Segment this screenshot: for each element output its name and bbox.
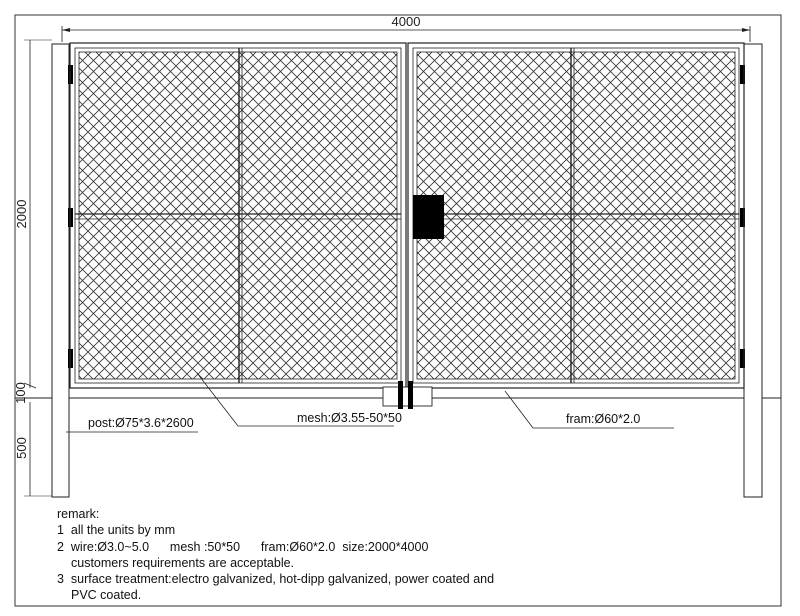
width-dimension bbox=[62, 14, 750, 42]
remark-line-3-continued: PVC coated. bbox=[71, 588, 142, 603]
lock-box bbox=[413, 195, 444, 239]
remarks-block bbox=[57, 506, 757, 604]
right-leaf-mesh bbox=[417, 52, 735, 379]
embed-depth-label: 500 bbox=[14, 437, 29, 459]
ground-offset-label: 100 bbox=[13, 382, 28, 404]
remark-line-2-continued: customers requirements are acceptable. bbox=[71, 555, 295, 570]
remark-line-3: 3 surface treatment:electro galvanized, hot-dipp galvanized, power coated and bbox=[57, 572, 495, 587]
remark-line-1: 1 all the units by mm bbox=[57, 523, 176, 538]
remarks-heading: remark: bbox=[57, 507, 100, 521]
ground-offset-dimension bbox=[13, 382, 36, 404]
mesh-callout: mesh:Ø3.55-50*50 bbox=[297, 411, 402, 425]
embed-depth-dimension bbox=[14, 402, 52, 496]
width-dimension-label: 4000 bbox=[391, 14, 421, 29]
height-dimension-label: 2000 bbox=[14, 199, 29, 229]
left-gate-leaf bbox=[70, 43, 406, 388]
left-post bbox=[52, 44, 69, 497]
post-callout: post:Ø75*3.6*2600 bbox=[88, 416, 194, 430]
right-gate-leaf bbox=[408, 43, 744, 388]
right-post bbox=[744, 44, 762, 497]
remark-line-2: 2 wire:Ø3.0~5.0 mesh :50*50 fram:Ø60*2.0 size:2000*4000 bbox=[57, 539, 429, 554]
left-leaf-mesh bbox=[79, 52, 397, 379]
frame-callout: fram:Ø60*2.0 bbox=[566, 412, 641, 426]
height-dimension bbox=[14, 40, 52, 388]
